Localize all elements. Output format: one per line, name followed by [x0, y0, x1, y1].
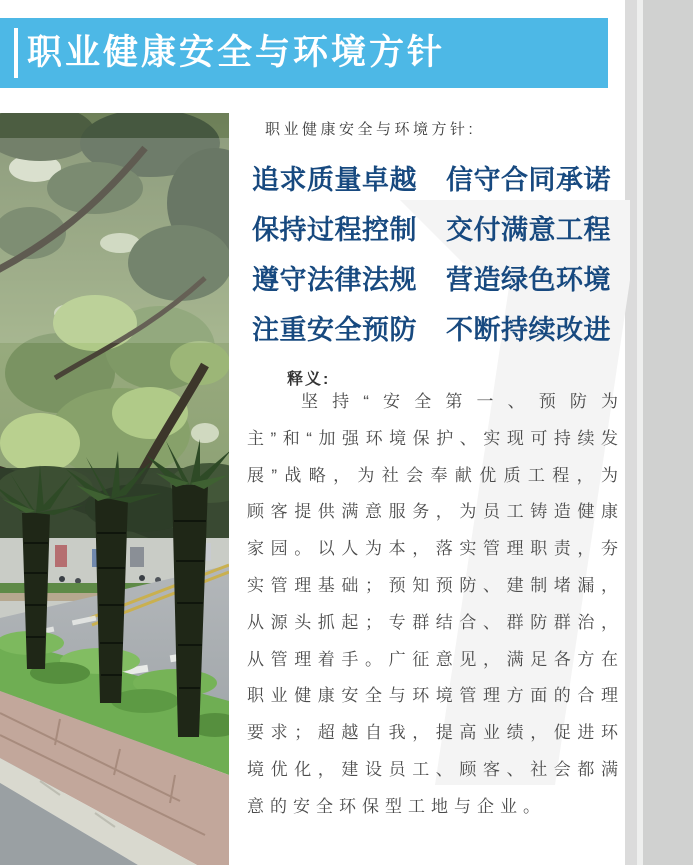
banner-accent-bar	[14, 28, 18, 78]
slogan-row	[252, 155, 612, 205]
slogan-item: 注重安全预防	[252, 315, 417, 345]
slogan-item: 营造绿色环境	[446, 265, 611, 295]
slogan-row	[252, 255, 612, 305]
slogan-row	[252, 305, 612, 355]
interpretation-text: 坚持“安全第一、预防为主”和“加强环境保护、实现可持续发展”战略，为社会奉献优质工程，为顾客提供满意服务，为员工铸造健康家园。以人为本，落实管理职责，夯实管理基础；预知预防、建制堵漏，从源头抓起；专群结合、群防群治，从管理着手。广征意见，满足各方在职业健康安全与环境管理方面的合理要求；超越自我，提高业绩，促进环境优化，建设员工、顾客、社会都满意的安全环保型工地与企业。	[247, 392, 624, 816]
slogan-item: 追求质量卓越	[252, 165, 417, 195]
slogan-row	[252, 205, 612, 255]
slogan-item: 不断持续改进	[446, 315, 611, 345]
slogan-item: 保持过程控制	[252, 215, 417, 245]
interpretation-label: 释义:	[287, 371, 331, 388]
slogan-item: 信守合同承诺	[446, 165, 611, 195]
title-banner	[0, 18, 608, 88]
slogan-item: 交付满意工程	[446, 215, 611, 245]
page-title: 职业健康安全与环境方针	[27, 33, 446, 72]
street-photo	[0, 113, 229, 865]
slogan-item: 遵守法律法规	[252, 265, 417, 295]
policy-heading: 职业健康安全与环境方针:	[265, 121, 477, 138]
policy-slogans	[252, 155, 612, 355]
right-edge-strip-wide	[643, 0, 693, 865]
